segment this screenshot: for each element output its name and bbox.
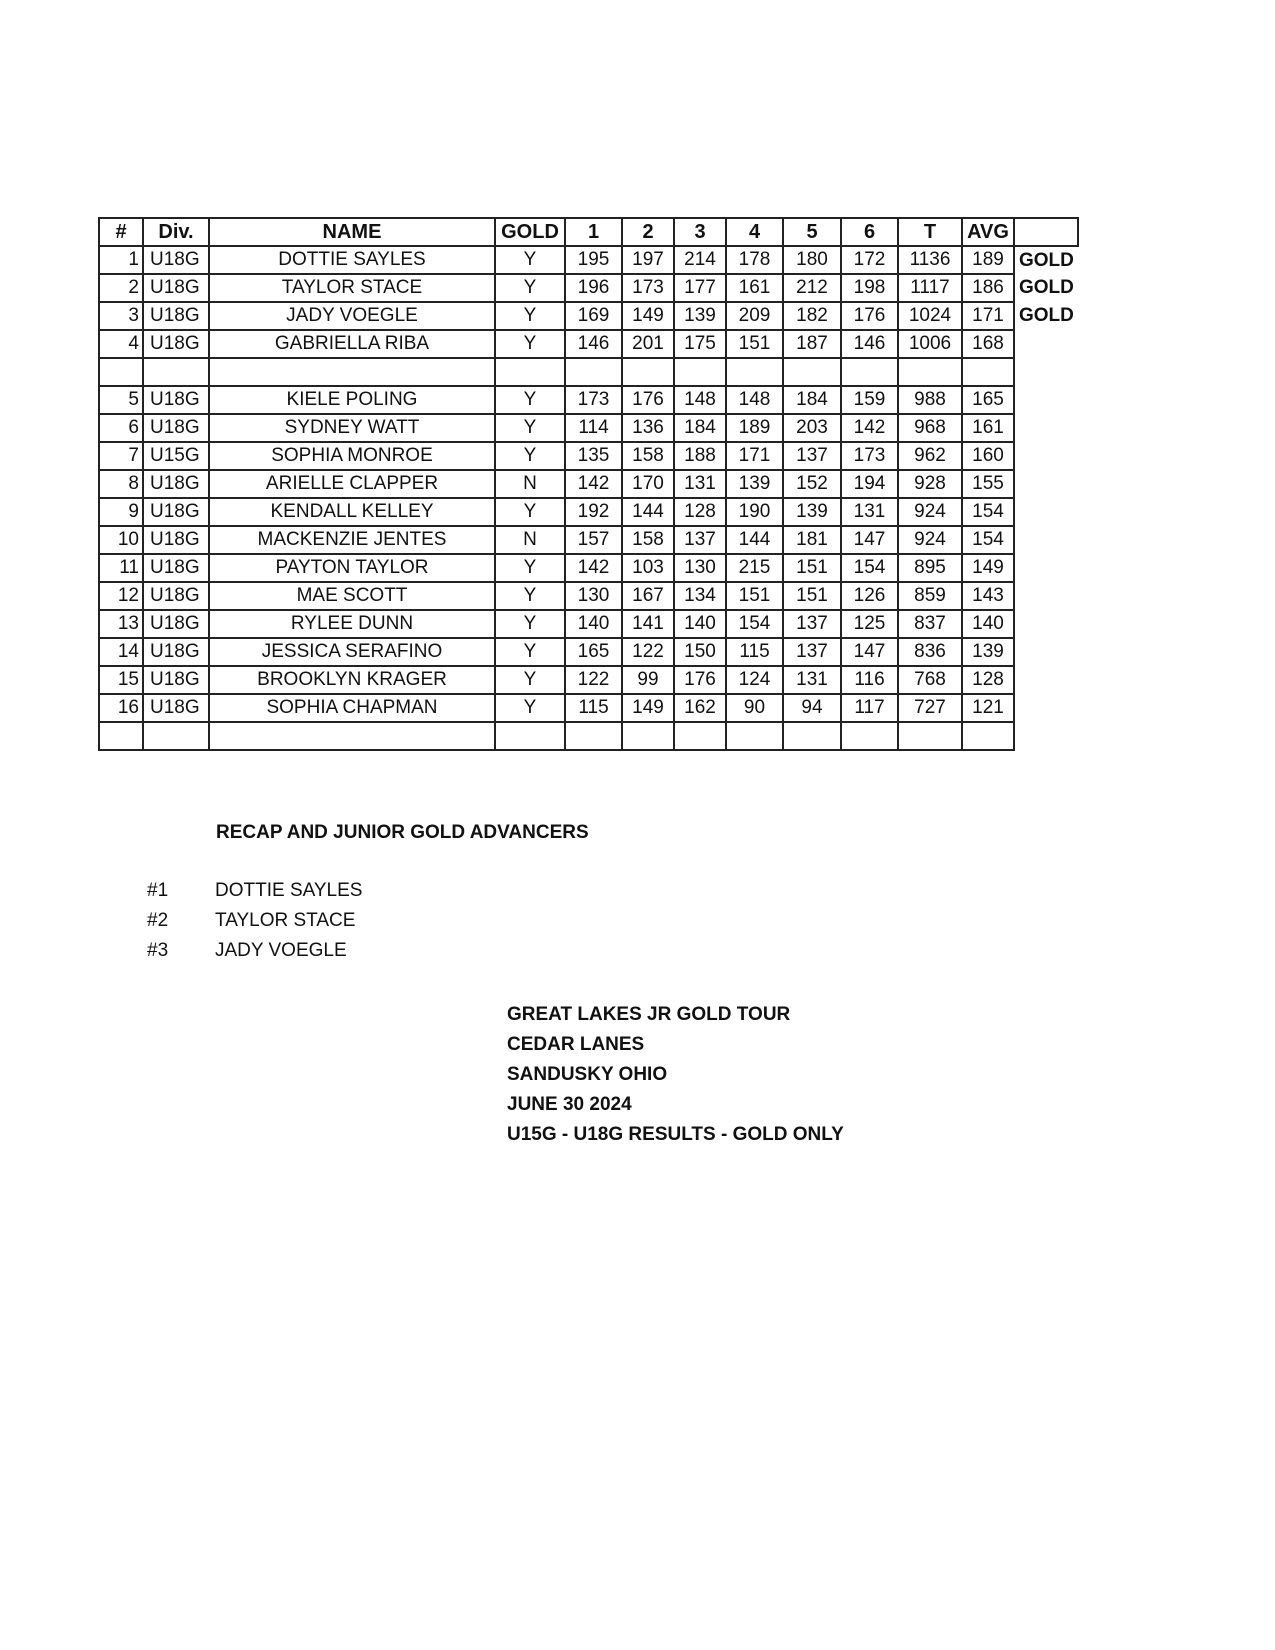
game-6-cell: 131 xyxy=(841,498,898,526)
status-empty xyxy=(1014,582,1078,610)
advancer-item xyxy=(147,936,362,966)
spacer-cell xyxy=(565,358,622,386)
blank-cell xyxy=(674,722,726,750)
game-2-cell: 136 xyxy=(622,414,674,442)
rank-cell: 6 xyxy=(99,414,143,442)
game-4-cell: 151 xyxy=(726,330,783,358)
table-row xyxy=(99,610,1078,638)
average-cell: 161 xyxy=(962,414,1014,442)
event-info-line: GREAT LAKES JR GOLD TOUR xyxy=(507,1004,791,1025)
game-4-cell: 189 xyxy=(726,414,783,442)
game-6-cell: 172 xyxy=(841,246,898,274)
status-empty xyxy=(1014,386,1078,414)
name-cell: BROOKLYN KRAGER xyxy=(209,666,495,694)
event-info-line: CEDAR LANES xyxy=(507,1034,645,1055)
gold-flag-cell: Y xyxy=(495,386,565,414)
status-empty xyxy=(1014,414,1078,442)
status-label: GOLD xyxy=(1019,249,1074,271)
game-5-cell: 94 xyxy=(783,694,841,722)
total-cell: 1006 xyxy=(898,330,962,358)
division-cell: U18G xyxy=(143,386,209,414)
name-cell: SYDNEY WATT xyxy=(209,414,495,442)
name-cell: PAYTON TAYLOR xyxy=(209,554,495,582)
game-4-cell: 144 xyxy=(726,526,783,554)
game-2-cell: 141 xyxy=(622,610,674,638)
average-cell: 168 xyxy=(962,330,1014,358)
game-3-cell: 177 xyxy=(674,274,726,302)
game-4-cell: 209 xyxy=(726,302,783,330)
total-cell: 924 xyxy=(898,526,962,554)
advancer-place: #1 xyxy=(147,880,169,901)
average-cell: 154 xyxy=(962,498,1014,526)
total-cell: 859 xyxy=(898,582,962,610)
status-empty xyxy=(1014,610,1078,638)
rank-cell: 7 xyxy=(99,442,143,470)
blank-cell xyxy=(99,722,143,750)
game-2-cell: 149 xyxy=(622,694,674,722)
game-2-cell: 170 xyxy=(622,470,674,498)
header-gold: GOLD xyxy=(495,218,565,246)
division-cell: U18G xyxy=(143,302,209,330)
rank-cell: 5 xyxy=(99,386,143,414)
game-6-cell: 159 xyxy=(841,386,898,414)
game-6-cell: 126 xyxy=(841,582,898,610)
division-cell: U18G xyxy=(143,666,209,694)
game-2-cell: 197 xyxy=(622,246,674,274)
gold-flag-cell: Y xyxy=(495,498,565,526)
game-5-cell: 182 xyxy=(783,302,841,330)
table-row xyxy=(99,470,1078,498)
name-cell: MAE SCOTT xyxy=(209,582,495,610)
event-info-line: SANDUSKY OHIO xyxy=(507,1064,668,1085)
advancer-name: DOTTIE SAYLES xyxy=(215,880,363,901)
spacer-cell xyxy=(898,358,962,386)
game-3-cell: 137 xyxy=(674,526,726,554)
total-cell: 1136 xyxy=(898,246,962,274)
game-3-cell: 184 xyxy=(674,414,726,442)
gold-flag-cell: Y xyxy=(495,414,565,442)
game-1-cell: 165 xyxy=(565,638,622,666)
rank-cell: 16 xyxy=(99,694,143,722)
game-1-cell: 192 xyxy=(565,498,622,526)
blank-cell xyxy=(565,722,622,750)
status-empty xyxy=(1014,498,1078,526)
table-row xyxy=(99,386,1078,414)
name-cell: JADY VOEGLE xyxy=(209,302,495,330)
gold-flag-cell: Y xyxy=(495,666,565,694)
advancer-place: #2 xyxy=(147,910,169,931)
average-cell: 149 xyxy=(962,554,1014,582)
event-info xyxy=(507,1000,844,1150)
spacer-cell xyxy=(622,358,674,386)
gold-flag-cell: Y xyxy=(495,582,565,610)
table-row xyxy=(99,414,1078,442)
game-4-cell: 151 xyxy=(726,582,783,610)
rank-cell: 11 xyxy=(99,554,143,582)
blank-cell xyxy=(783,722,841,750)
blank-cell xyxy=(898,722,962,750)
spacer-cell xyxy=(143,358,209,386)
game-5-cell: 184 xyxy=(783,386,841,414)
game-6-cell: 146 xyxy=(841,330,898,358)
game-3-cell: 214 xyxy=(674,246,726,274)
table-row xyxy=(99,498,1078,526)
advancer-name: TAYLOR STACE xyxy=(215,910,356,931)
game-5-cell: 137 xyxy=(783,610,841,638)
spacer-cell xyxy=(495,358,565,386)
advancer-place: #3 xyxy=(147,940,169,961)
header-game-3: 3 xyxy=(674,218,726,246)
game-3-cell: 128 xyxy=(674,498,726,526)
name-cell: JESSICA SERAFINO xyxy=(209,638,495,666)
average-cell: 171 xyxy=(962,302,1014,330)
game-2-cell: 201 xyxy=(622,330,674,358)
spacer-cell xyxy=(674,358,726,386)
average-cell: 154 xyxy=(962,526,1014,554)
results-table xyxy=(98,217,1079,751)
table-row xyxy=(99,554,1078,582)
rank-cell: 3 xyxy=(99,302,143,330)
total-cell: 962 xyxy=(898,442,962,470)
game-5-cell: 151 xyxy=(783,554,841,582)
status-label: GOLD xyxy=(1019,305,1074,326)
game-3-cell: 140 xyxy=(674,610,726,638)
game-4-cell: 124 xyxy=(726,666,783,694)
average-cell: 165 xyxy=(962,386,1014,414)
game-5-cell: 151 xyxy=(783,582,841,610)
status-label xyxy=(1014,330,1078,358)
game-4-cell: 215 xyxy=(726,554,783,582)
average-cell: 139 xyxy=(962,638,1014,666)
game-1-cell: 196 xyxy=(565,274,622,302)
game-3-cell: 139 xyxy=(674,302,726,330)
name-cell: KIELE POLING xyxy=(209,386,495,414)
game-1-cell: 140 xyxy=(565,610,622,638)
spacer-cell xyxy=(209,358,495,386)
status-empty xyxy=(1014,694,1078,722)
game-1-cell: 157 xyxy=(565,526,622,554)
game-2-cell: 158 xyxy=(622,526,674,554)
status-empty xyxy=(1014,638,1078,666)
game-6-cell: 176 xyxy=(841,302,898,330)
game-4-cell: 190 xyxy=(726,498,783,526)
rank-cell: 13 xyxy=(99,610,143,638)
name-cell: GABRIELLA RIBA xyxy=(209,330,495,358)
average-cell: 143 xyxy=(962,582,1014,610)
blank-cell xyxy=(143,722,209,750)
average-cell: 189 xyxy=(962,246,1014,274)
game-4-cell: 154 xyxy=(726,610,783,638)
name-cell: ARIELLE CLAPPER xyxy=(209,470,495,498)
total-cell: 1117 xyxy=(898,274,962,302)
game-1-cell: 146 xyxy=(565,330,622,358)
game-3-cell: 148 xyxy=(674,386,726,414)
event-info-line: U15G - U18G RESULTS - GOLD ONLY xyxy=(507,1124,844,1145)
gold-flag-cell: Y xyxy=(495,638,565,666)
status-empty xyxy=(1014,470,1078,498)
game-1-cell: 195 xyxy=(565,246,622,274)
game-1-cell: 169 xyxy=(565,302,622,330)
spacer-cell xyxy=(962,358,1014,386)
division-cell: U15G xyxy=(143,442,209,470)
header-avg: AVG xyxy=(962,218,1014,246)
blank-status xyxy=(1014,722,1078,750)
gold-flag-cell: Y xyxy=(495,694,565,722)
game-5-cell: 203 xyxy=(783,414,841,442)
game-3-cell: 131 xyxy=(674,470,726,498)
advancers-list xyxy=(147,876,362,966)
game-3-cell: 175 xyxy=(674,330,726,358)
table-row xyxy=(99,638,1078,666)
name-cell: KENDALL KELLEY xyxy=(209,498,495,526)
game-3-cell: 134 xyxy=(674,582,726,610)
header-div: Div. xyxy=(143,218,209,246)
division-cell: U18G xyxy=(143,638,209,666)
table-row xyxy=(99,302,1078,330)
game-2-cell: 103 xyxy=(622,554,674,582)
game-2-cell: 176 xyxy=(622,386,674,414)
game-4-cell: 148 xyxy=(726,386,783,414)
game-3-cell: 176 xyxy=(674,666,726,694)
top-rows xyxy=(99,246,1078,358)
game-6-cell: 147 xyxy=(841,638,898,666)
game-3-cell: 130 xyxy=(674,554,726,582)
total-cell: 837 xyxy=(898,610,962,638)
rank-cell: 2 xyxy=(99,274,143,302)
table-row xyxy=(99,666,1078,694)
name-cell: SOPHIA CHAPMAN xyxy=(209,694,495,722)
total-cell: 988 xyxy=(898,386,962,414)
game-1-cell: 130 xyxy=(565,582,622,610)
spacer-cell xyxy=(726,358,783,386)
advancer-item xyxy=(147,906,362,936)
game-6-cell: 117 xyxy=(841,694,898,722)
game-4-cell: 115 xyxy=(726,638,783,666)
average-cell: 140 xyxy=(962,610,1014,638)
game-6-cell: 142 xyxy=(841,414,898,442)
header-game-5: 5 xyxy=(783,218,841,246)
blank-row xyxy=(99,722,1078,750)
average-cell: 121 xyxy=(962,694,1014,722)
game-5-cell: 139 xyxy=(783,498,841,526)
rank-cell: 9 xyxy=(99,498,143,526)
rank-cell: 12 xyxy=(99,582,143,610)
gold-flag-cell: Y xyxy=(495,442,565,470)
game-1-cell: 142 xyxy=(565,554,622,582)
name-cell: SOPHIA MONROE xyxy=(209,442,495,470)
game-1-cell: 135 xyxy=(565,442,622,470)
rank-cell: 15 xyxy=(99,666,143,694)
header-row xyxy=(99,218,1078,246)
table-row xyxy=(99,330,1078,358)
name-cell: TAYLOR STACE xyxy=(209,274,495,302)
status-empty xyxy=(1014,526,1078,554)
rank-cell: 1 xyxy=(99,246,143,274)
spacer-cell xyxy=(841,358,898,386)
game-6-cell: 147 xyxy=(841,526,898,554)
header-game-2: 2 xyxy=(622,218,674,246)
recap-title: RECAP AND JUNIOR GOLD ADVANCERS xyxy=(216,822,589,843)
division-cell: U18G xyxy=(143,554,209,582)
gold-flag-cell: N xyxy=(495,470,565,498)
header-total: T xyxy=(898,218,962,246)
spacer-cell xyxy=(783,358,841,386)
division-cell: U18G xyxy=(143,330,209,358)
gold-flag-cell: Y xyxy=(495,274,565,302)
game-6-cell: 154 xyxy=(841,554,898,582)
game-6-cell: 198 xyxy=(841,274,898,302)
gold-flag-cell: Y xyxy=(495,302,565,330)
total-cell: 928 xyxy=(898,470,962,498)
division-cell: U18G xyxy=(143,470,209,498)
event-info-line: JUNE 30 2024 xyxy=(507,1094,632,1115)
gold-flag-cell: Y xyxy=(495,554,565,582)
game-4-cell: 90 xyxy=(726,694,783,722)
header-status-spacer xyxy=(1014,218,1078,246)
blank-cell xyxy=(841,722,898,750)
table-row xyxy=(99,274,1078,302)
division-cell: U18G xyxy=(143,246,209,274)
table-row xyxy=(99,694,1078,722)
blank-cell xyxy=(622,722,674,750)
total-cell: 1024 xyxy=(898,302,962,330)
rank-cell: 14 xyxy=(99,638,143,666)
game-6-cell: 125 xyxy=(841,610,898,638)
game-5-cell: 187 xyxy=(783,330,841,358)
game-1-cell: 173 xyxy=(565,386,622,414)
game-6-cell: 173 xyxy=(841,442,898,470)
division-cell: U18G xyxy=(143,274,209,302)
header-num: # xyxy=(99,218,143,246)
game-2-cell: 173 xyxy=(622,274,674,302)
header-name: NAME xyxy=(209,218,495,246)
average-cell: 155 xyxy=(962,470,1014,498)
game-5-cell: 180 xyxy=(783,246,841,274)
blank-section xyxy=(99,722,1078,750)
name-cell: RYLEE DUNN xyxy=(209,610,495,638)
game-3-cell: 162 xyxy=(674,694,726,722)
rank-cell: 10 xyxy=(99,526,143,554)
game-6-cell: 116 xyxy=(841,666,898,694)
status-empty xyxy=(1014,554,1078,582)
division-cell: U18G xyxy=(143,694,209,722)
name-cell: MACKENZIE JENTES xyxy=(209,526,495,554)
game-3-cell: 150 xyxy=(674,638,726,666)
game-5-cell: 137 xyxy=(783,638,841,666)
average-cell: 128 xyxy=(962,666,1014,694)
average-cell: 186 xyxy=(962,274,1014,302)
game-5-cell: 131 xyxy=(783,666,841,694)
gold-flag-cell: Y xyxy=(495,610,565,638)
gold-flag-cell: Y xyxy=(495,330,565,358)
spacer-row xyxy=(99,358,1078,386)
game-4-cell: 139 xyxy=(726,470,783,498)
division-cell: U18G xyxy=(143,582,209,610)
blank-cell xyxy=(962,722,1014,750)
header-game-6: 6 xyxy=(841,218,898,246)
blank-cell xyxy=(495,722,565,750)
total-cell: 768 xyxy=(898,666,962,694)
game-3-cell: 188 xyxy=(674,442,726,470)
total-cell: 727 xyxy=(898,694,962,722)
game-2-cell: 149 xyxy=(622,302,674,330)
header-game-4: 4 xyxy=(726,218,783,246)
blank-cell xyxy=(726,722,783,750)
game-4-cell: 161 xyxy=(726,274,783,302)
game-5-cell: 137 xyxy=(783,442,841,470)
division-cell: U18G xyxy=(143,498,209,526)
spacer-status xyxy=(1014,358,1078,386)
game-1-cell: 122 xyxy=(565,666,622,694)
game-2-cell: 144 xyxy=(622,498,674,526)
status-label: GOLD xyxy=(1019,277,1074,298)
total-cell: 895 xyxy=(898,554,962,582)
game-2-cell: 158 xyxy=(622,442,674,470)
spacer-cell xyxy=(99,358,143,386)
advancer-name: JADY VOEGLE xyxy=(215,940,347,961)
division-cell: U18G xyxy=(143,610,209,638)
table-row xyxy=(99,442,1078,470)
table-row xyxy=(99,582,1078,610)
game-4-cell: 171 xyxy=(726,442,783,470)
bottom-rows xyxy=(99,386,1078,722)
status-empty xyxy=(1014,442,1078,470)
status-empty xyxy=(1014,666,1078,694)
game-5-cell: 212 xyxy=(783,274,841,302)
spacer-section xyxy=(99,358,1078,386)
advancer-item xyxy=(147,876,362,906)
name-cell: DOTTIE SAYLES xyxy=(209,246,495,274)
rank-cell: 8 xyxy=(99,470,143,498)
game-1-cell: 115 xyxy=(565,694,622,722)
average-cell: 160 xyxy=(962,442,1014,470)
game-2-cell: 167 xyxy=(622,582,674,610)
division-cell: U18G xyxy=(143,526,209,554)
division-cell: U18G xyxy=(143,414,209,442)
game-5-cell: 181 xyxy=(783,526,841,554)
table-row xyxy=(99,246,1078,274)
blank-cell xyxy=(209,722,495,750)
total-cell: 924 xyxy=(898,498,962,526)
game-1-cell: 142 xyxy=(565,470,622,498)
game-1-cell: 114 xyxy=(565,414,622,442)
total-cell: 836 xyxy=(898,638,962,666)
header-game-1: 1 xyxy=(565,218,622,246)
game-2-cell: 99 xyxy=(622,666,674,694)
game-5-cell: 152 xyxy=(783,470,841,498)
table-row xyxy=(99,526,1078,554)
gold-flag-cell: N xyxy=(495,526,565,554)
total-cell: 968 xyxy=(898,414,962,442)
game-6-cell: 194 xyxy=(841,470,898,498)
game-2-cell: 122 xyxy=(622,638,674,666)
game-4-cell: 178 xyxy=(726,246,783,274)
gold-flag-cell: Y xyxy=(495,246,565,274)
rank-cell: 4 xyxy=(99,330,143,358)
